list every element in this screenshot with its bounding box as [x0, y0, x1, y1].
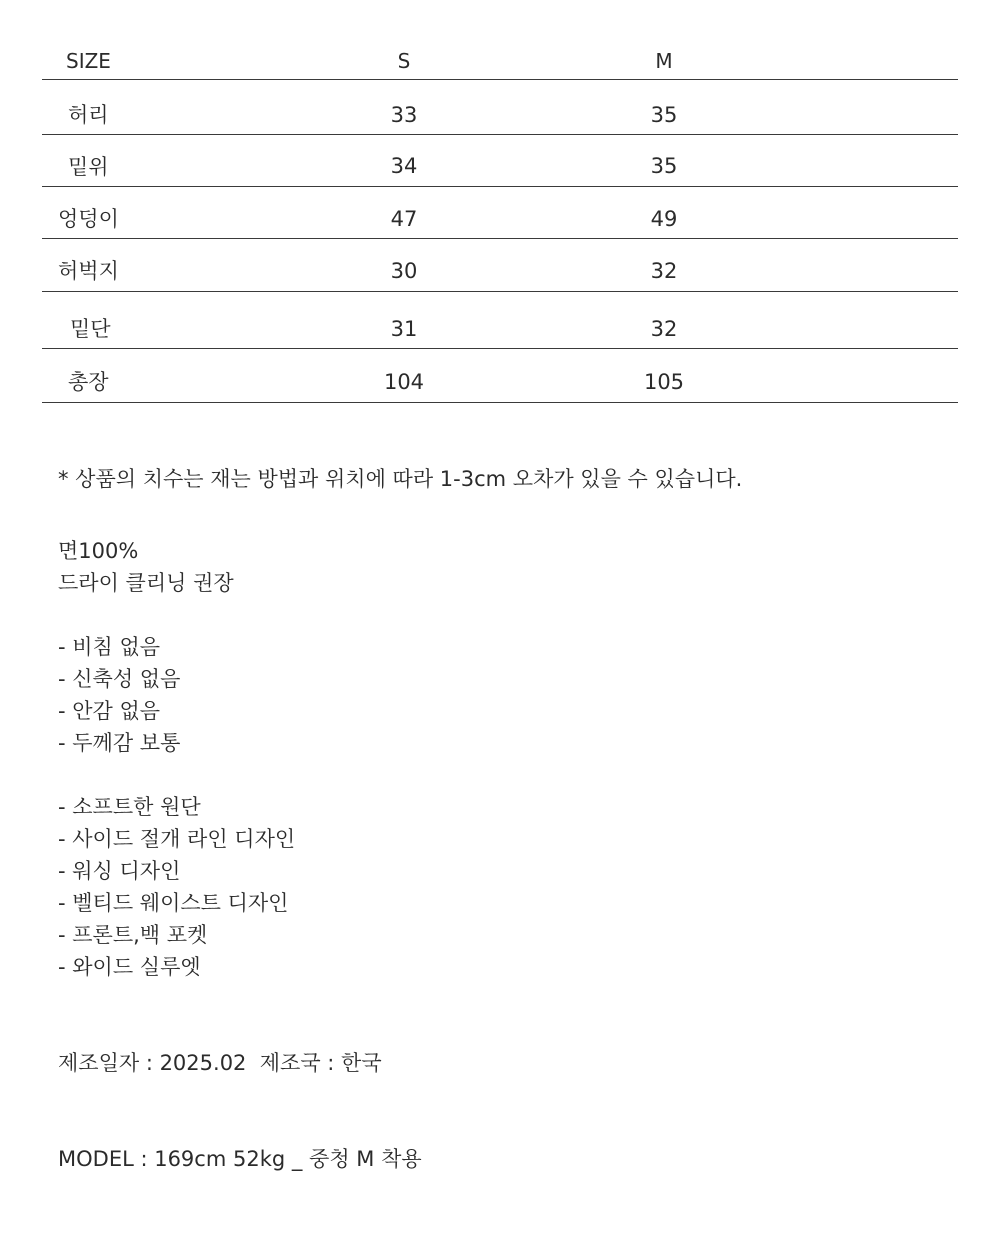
table-row: [42, 80, 958, 135]
row-label: 밑단: [70, 317, 111, 341]
manufacture-text: 제조일자 : 2025.02 제조국 : 한국: [58, 1051, 382, 1075]
row-value-m-text: 35: [650, 103, 678, 127]
table-row: [42, 187, 958, 239]
header-size-label: SIZE: [66, 49, 111, 73]
row-value-m-text: 105: [643, 370, 685, 394]
model-text: MODEL : 169cm 52kg _ 중청 M 착용: [58, 1147, 422, 1171]
list-item: - 와이드 실루엣: [58, 955, 201, 979]
size-table: [42, 42, 958, 403]
table-row: [42, 239, 958, 292]
model-info: [58, 1143, 422, 1175]
row-value-m-text: 35: [650, 154, 678, 178]
row-value-s-text: 30: [390, 259, 418, 283]
row-label: 밑위: [68, 155, 109, 179]
material-info: [58, 535, 234, 599]
row-label: 허벅지: [58, 259, 119, 283]
size-table-header: [42, 42, 958, 80]
list-item: - 두께감 보통: [58, 731, 181, 755]
row-value-s-text: 31: [390, 317, 418, 341]
row-value-m-text: 32: [650, 259, 678, 283]
header-col-s-label: S: [397, 49, 411, 73]
row-label: 허리: [68, 103, 109, 127]
list-item: - 비침 없음: [58, 635, 161, 659]
row-label: 총장: [68, 370, 109, 394]
row-value-s-text: 34: [390, 154, 418, 178]
header-col-m-label: M: [655, 49, 673, 73]
fabric-composition: 면100%: [58, 539, 139, 563]
row-value-m-text: 32: [650, 317, 678, 341]
measure-note-text: * 상품의 치수는 재는 방법과 위치에 따라 1-3cm 오차가 있을 수 있습니다.: [58, 467, 743, 491]
list-item: - 안감 없음: [58, 699, 161, 723]
manufacture-info: [58, 1047, 382, 1079]
list-item: - 소프트한 원단: [58, 795, 201, 819]
list-item: - 워싱 디자인: [58, 859, 181, 883]
row-value-s-text: 104: [383, 370, 425, 394]
measure-note: [58, 463, 742, 495]
design-features-list: [58, 791, 295, 983]
list-item: - 벨티드 웨이스트 디자인: [58, 891, 289, 915]
table-row: [42, 135, 958, 187]
row-label: 엉덩이: [58, 207, 119, 231]
row-value-s-text: 47: [390, 207, 418, 231]
table-row: [42, 349, 958, 403]
table-row: [42, 292, 958, 349]
row-value-s-text: 33: [390, 103, 418, 127]
list-item: - 신축성 없음: [58, 667, 181, 691]
list-item: - 프론트,백 포켓: [58, 923, 208, 947]
care-instruction: 드라이 클리닝 권장: [58, 571, 234, 595]
fabric-features-list: [58, 631, 180, 759]
list-item: - 사이드 절개 라인 디자인: [58, 827, 296, 851]
row-value-m-text: 49: [650, 207, 678, 231]
